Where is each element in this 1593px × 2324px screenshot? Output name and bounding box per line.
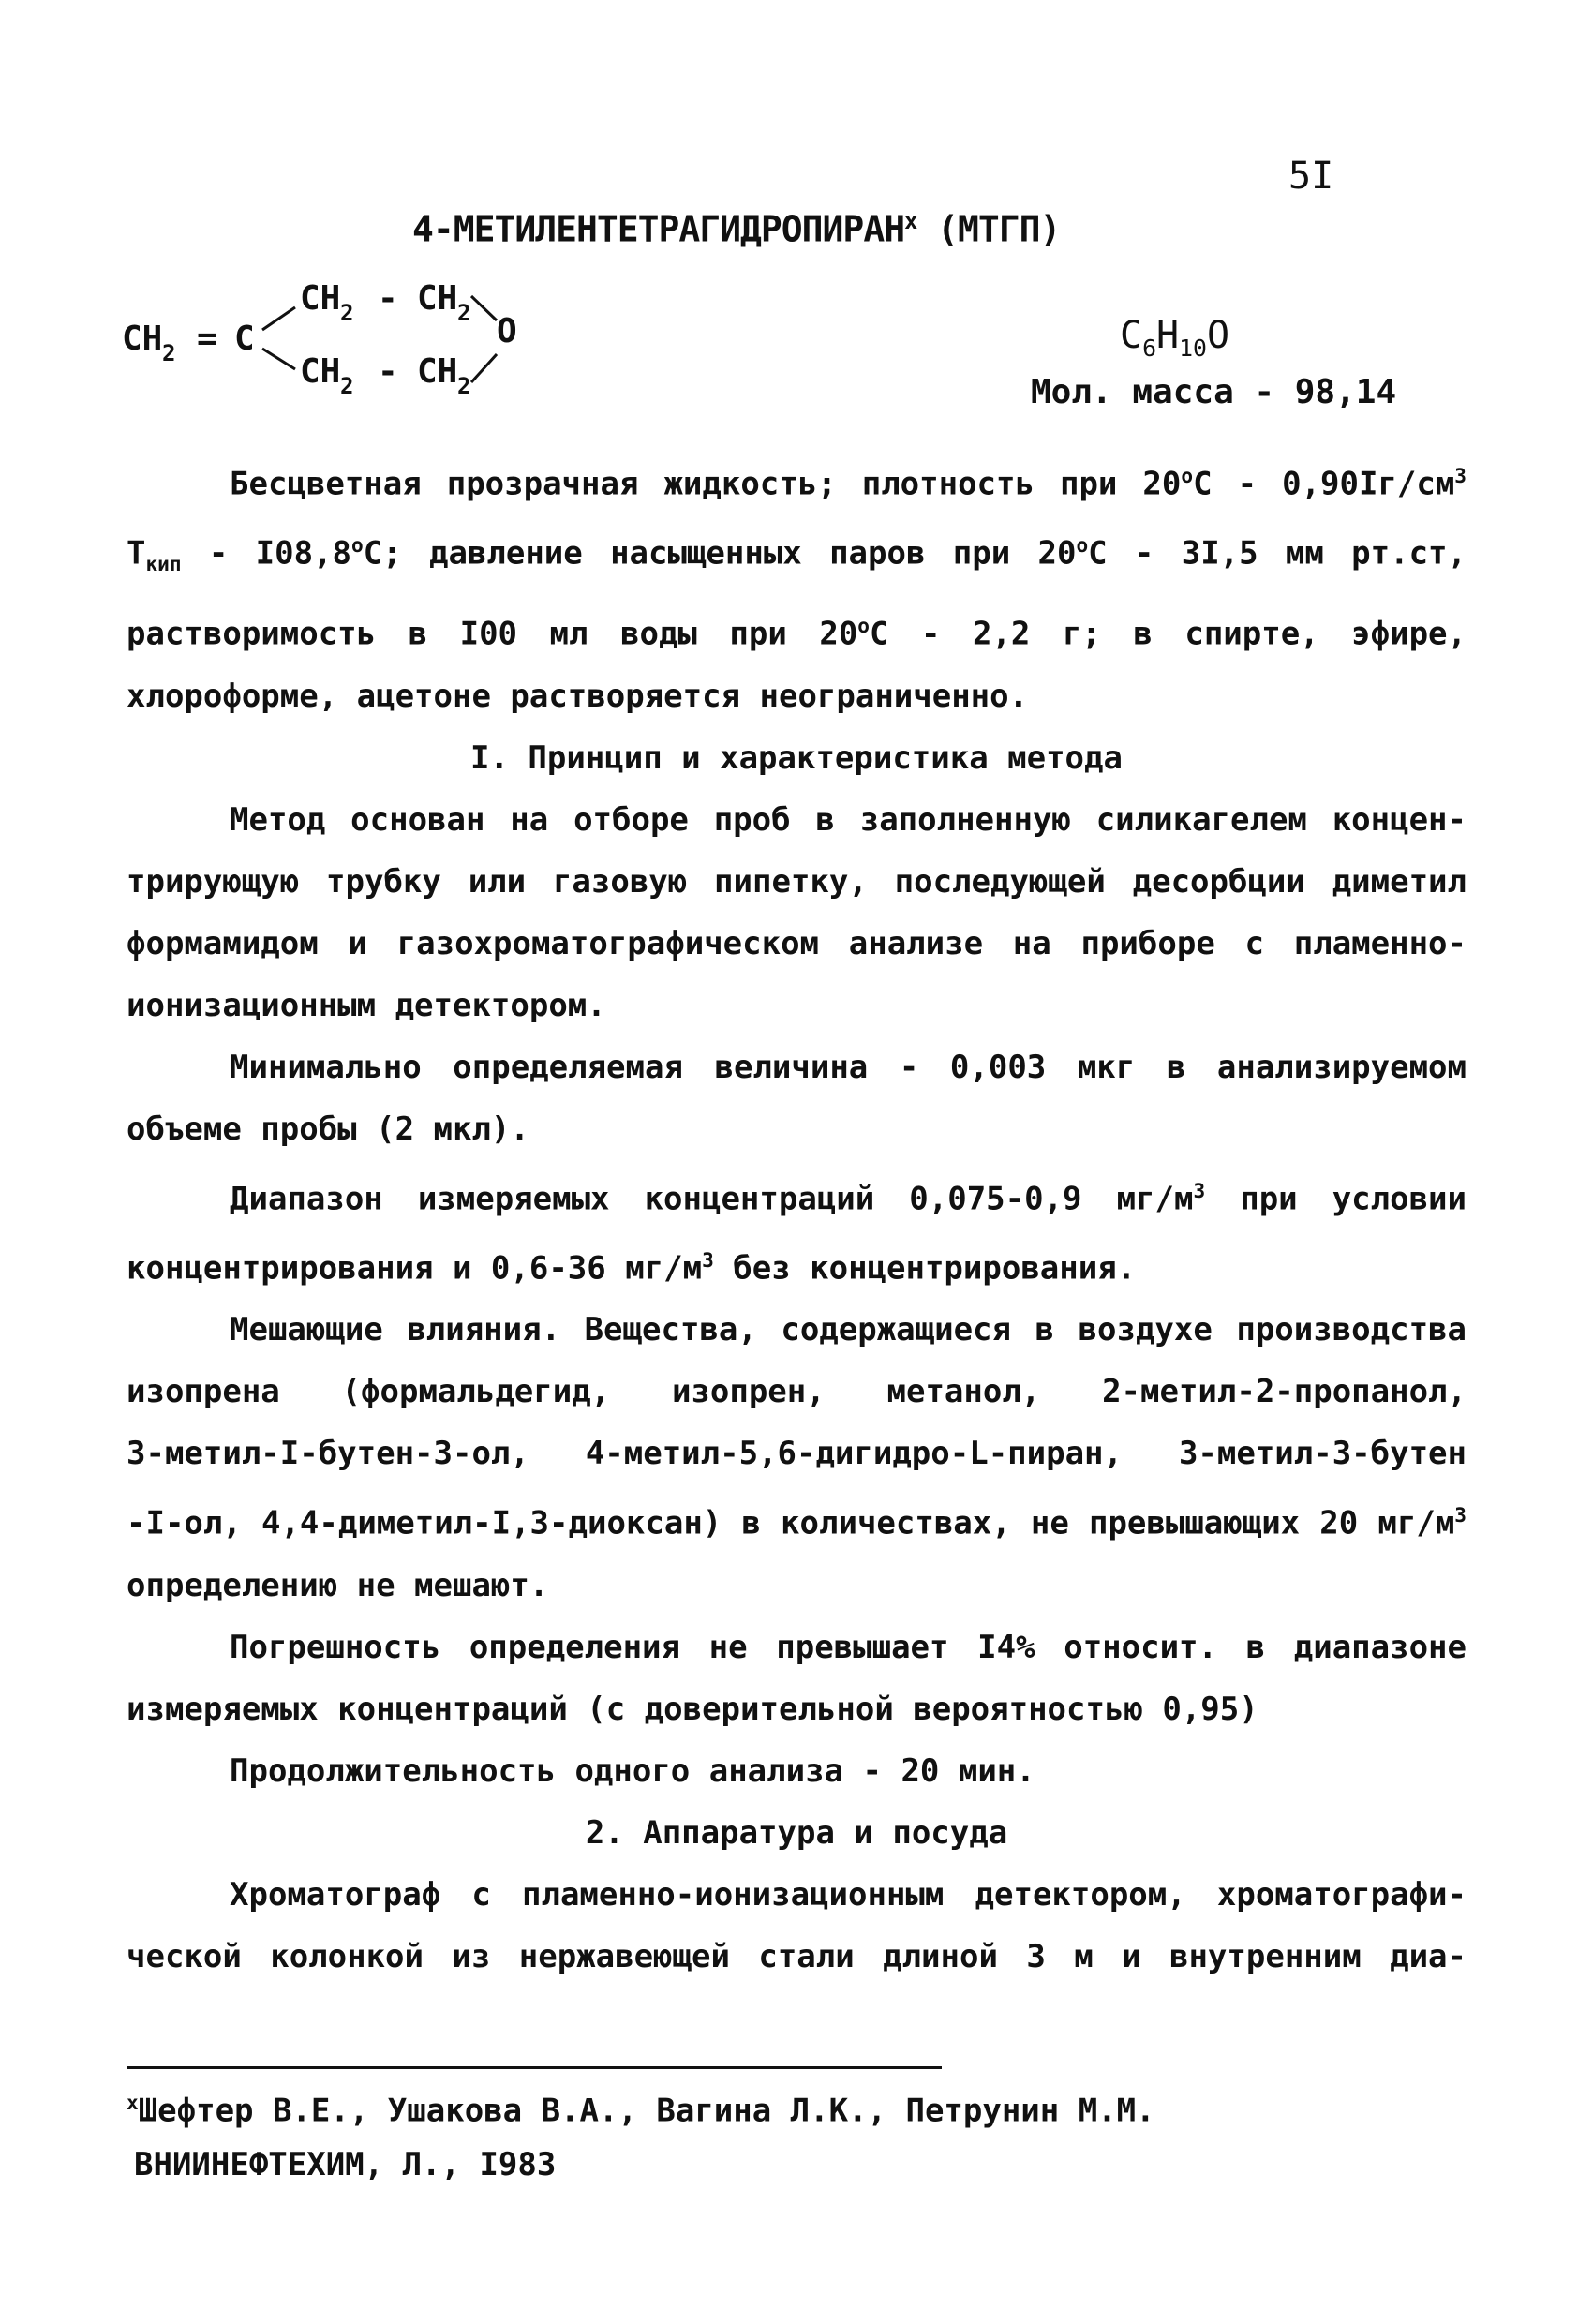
bond-line — [471, 296, 497, 320]
page-number: 5I — [1288, 155, 1334, 198]
error-line-1: Погрешность определения не превышает I4% относит. в диапазоне — [230, 1628, 1466, 1666]
formula-top-sub-b: 2 — [457, 300, 471, 326]
formula-left-sub: 2 — [162, 340, 176, 366]
properties-line-1: Бесцветная прозрачная жидкость; плотность при $20^oС - 0,90Iг/см^3$ — [230, 464, 1466, 503]
method-line-4: ионизационным детектором. — [127, 986, 606, 1024]
formula-bot-sub-b: 2 — [457, 373, 471, 399]
mf-o: O — [1206, 314, 1230, 357]
title-text: 4-МЕТИЛЕНТЕТРАГИДРОПИРАН — [412, 208, 905, 250]
formula-top-dash: - — [378, 279, 398, 318]
title-footnote-mark: x — [904, 208, 917, 234]
interference-line-3: 3-метил-I-бутен-3-ол, 4-метил-5,6-дигидро-L-пиран, 3-метил-3-бутен — [127, 1435, 1466, 1473]
formula-top-ch-b: CH — [417, 279, 458, 318]
formula-top-sub-a: 2 — [340, 300, 354, 326]
mf-c: C — [1120, 314, 1143, 357]
footnote — [127, 2076, 1155, 2192]
bond-line — [262, 307, 295, 330]
properties-line-2: $Т_{кип} - I08,8^oС$; давление насыщенных паров при 20$^o$С - 3I,5 мм рт.ст, — [127, 533, 1466, 576]
range-line-2: концентрирования и 0,6-36 $мг/м^3$ без концентрирования. — [127, 1248, 1137, 1288]
method-line-2: трирующую трубку или газовую пипетку, последующей десорбции диметил — [127, 862, 1466, 901]
formula-bot-ch-b: CH — [417, 352, 458, 391]
interference-line-2: изопрена (формальдегид, изопрен, метанол, 2-метил-2-пропанол, — [127, 1373, 1466, 1411]
method-line-1: Метод основан на отборе проб в заполненную силикагелем концен- — [230, 800, 1466, 839]
mf-c-count: 6 — [1142, 335, 1157, 362]
duration-line: Продолжительность одного анализа - 20 мин. — [230, 1751, 1035, 1790]
mf-h: H — [1156, 314, 1180, 357]
formula-carbon: C — [234, 320, 255, 358]
range-line-1: Диапазон измеряемых концентраций 0,075-0,9 $мг/м^3$ при условии — [230, 1178, 1467, 1218]
formula-double-bond: = — [197, 320, 217, 358]
formula-bot-ch-a: CH — [300, 352, 341, 391]
formula-top-ch-a: CH — [300, 279, 341, 318]
formula-bot-sub-a: 2 — [340, 373, 354, 399]
footnote-divider — [127, 2066, 942, 2069]
bond-line — [262, 349, 295, 369]
mf-h-count: 10 — [1179, 335, 1207, 362]
section-2-heading: 2. Аппаратура и посуда — [585, 1813, 1008, 1852]
formula-bot-dash: - — [378, 352, 398, 391]
title-abbreviation: (МТГП) — [937, 208, 1061, 250]
min-value-line-1: Минимально определяемая величина - 0,003 мкг в анализируемом — [230, 1048, 1466, 1086]
error-line-2: измеряемых концентраций (с доверительной вероятностью 0,95) — [127, 1690, 1258, 1728]
footnote-line-2: ВНИИНЕФТЕХИМ, Л., I983 — [134, 2146, 557, 2184]
interference-line-1: Мешающие влияния. Вещества, содержащиеся в воздухе производства — [230, 1311, 1466, 1349]
properties-line-3: растворимость в I00 мл воды при 20$^o$С - 2,2 г; в спирте, эфире, — [127, 614, 1466, 653]
apparatus-line-1: Хроматограф с пламенно-ионизационным детектором, хроматографи- — [230, 1875, 1466, 1914]
section-1-heading: I. Принцип и характеристика метода — [470, 738, 1123, 777]
molecular-formula — [1120, 314, 1229, 362]
formula-left-ch: CH — [122, 320, 163, 358]
bond-line — [471, 354, 497, 382]
footnote-line-1: $^x$Шефтер В.Е., Ушакова В.А., Вагина Л.К., Петрунин М.М. — [127, 2091, 1155, 2130]
molar-mass: Мол. масса - 98,14 — [1031, 373, 1397, 411]
document-body — [127, 445, 1466, 1988]
interference-line-5: определению не мешают. — [127, 1566, 549, 1604]
apparatus-line-2: ческой колонкой из нержавеющей стали длиной 3 м и внутренним диа- — [127, 1937, 1466, 1975]
min-value-line-2: объеме пробы (2 мкл). — [127, 1110, 529, 1148]
method-line-3: формамидом и газохроматографическом анализе на приборе с пламенно- — [127, 924, 1466, 962]
structural-formula — [112, 272, 600, 422]
interference-line-4: -I-ол, 4,4-диметил-I,3-диоксан) в количествах, не превышающих 20 $мг/м^3$ — [127, 1503, 1466, 1542]
properties-line-4: хлороформе, ацетоне растворяется неограниченно. — [127, 677, 1029, 715]
document-title — [412, 208, 1060, 250]
formula-oxygen: O — [497, 312, 517, 350]
